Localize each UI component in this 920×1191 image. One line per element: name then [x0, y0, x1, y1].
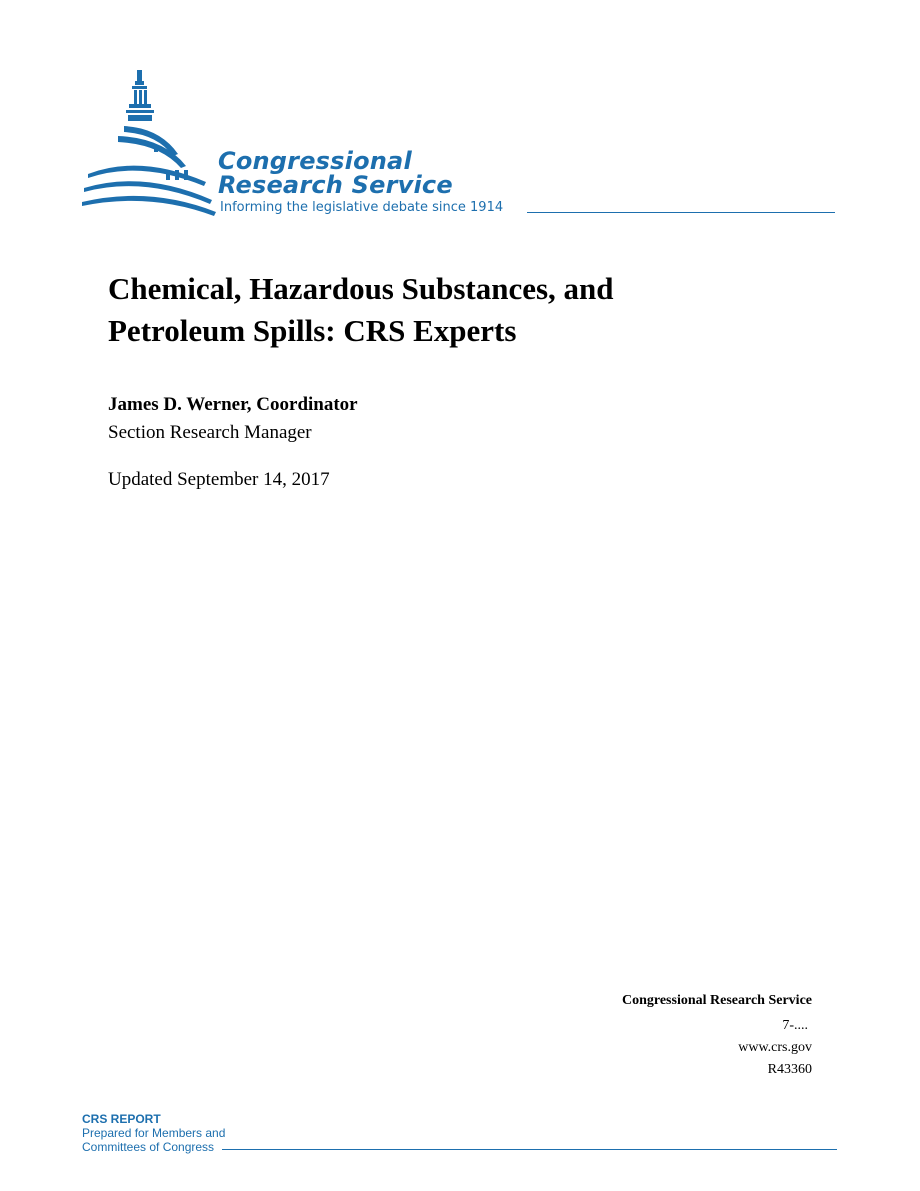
logo-tagline: Informing the legislative debate since 1914 [220, 200, 504, 215]
logo-name-line2: Research Service [218, 171, 453, 199]
report-number: R43360 [767, 1062, 812, 1077]
crs-logo [80, 66, 840, 226]
footer-line2: Committees of Congress [82, 1140, 215, 1154]
logo-divider [527, 212, 835, 213]
author-role: Section Research Manager [108, 422, 312, 443]
footer-heading: CRS REPORT [82, 1112, 161, 1126]
footer-line1: Prepared for Members and [82, 1126, 226, 1140]
publisher-code: 7-.... [782, 1018, 808, 1033]
publisher-website: www.crs.gov [738, 1040, 812, 1055]
capitol-dome-icon [80, 66, 220, 216]
logo-name-line1: Congressional [218, 147, 412, 175]
footer-divider [222, 1149, 837, 1150]
updated-date: Updated September 14, 2017 [108, 469, 330, 490]
publisher-block [452, 991, 812, 1080]
author-name: James D. Werner, Coordinator [108, 394, 358, 415]
crs-report-footer [82, 1112, 837, 1156]
publisher-org: Congressional Research Service [621, 993, 812, 1008]
report-title: Chemical, Hazardous Substances, and Petroleum Spills: CRS Experts [108, 271, 614, 348]
